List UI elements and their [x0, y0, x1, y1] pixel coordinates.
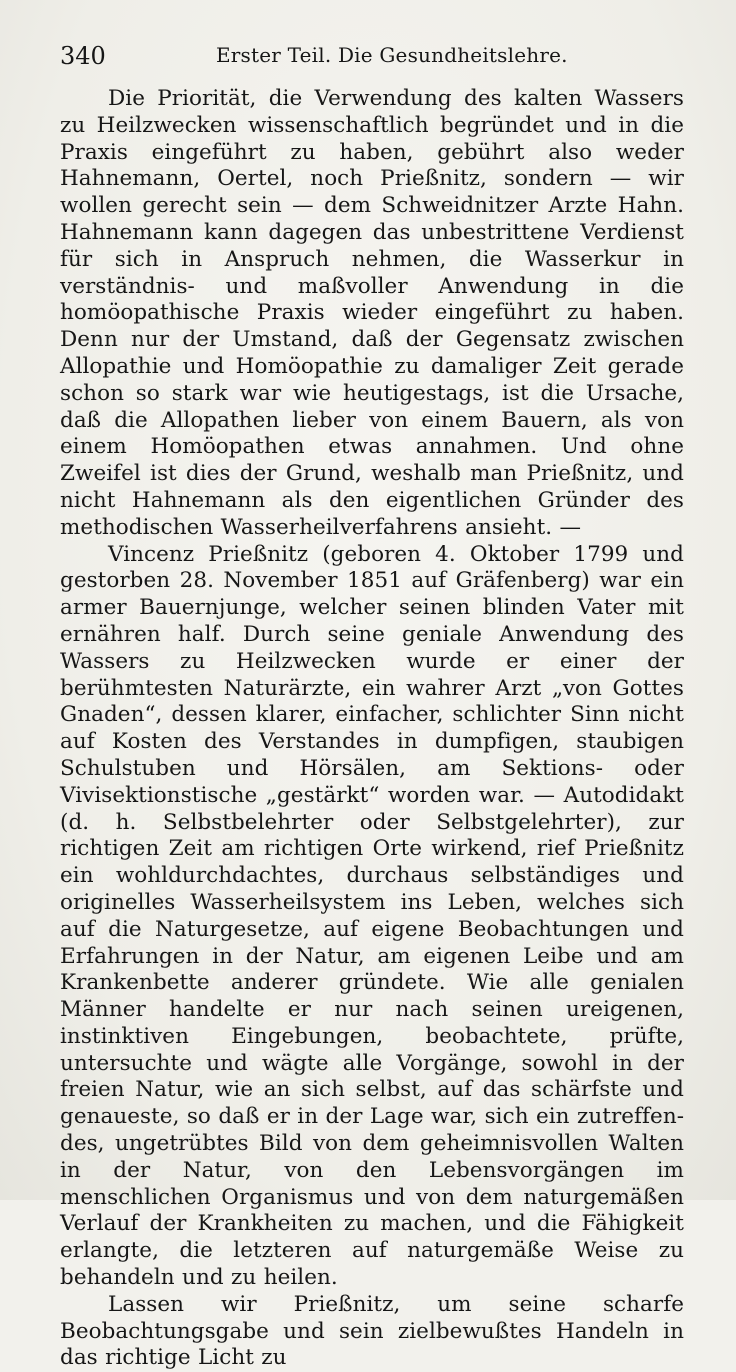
paragraph-priessnitz-biography: Vincenz Prießnitz (geboren 4. Oktober 1799 und gestorben 28. November 1851 auf Gräfenberg) war ein armer Bauernjunge, welcher seinen blinden Vater mit ernähren half. Durch seine geniale Anwendung des Wassers zu Heilzwecken wurde er einer der berühmtesten Naturärzte, ein wahrer Arzt „von Gottes Gnaden“, dessen klarer, einfacher, schlichter Sinn nicht auf Kosten des Verstandes in dumpfigen, staubigen Schulstuben und Hörsälen, am Sektions- oder Vivisektionstische „gestärkt“ worden war. — Autodidakt (d. h. Selbstbelehrter oder Selbstgelehrter), zur richtigen Zeit am richtigen Orte wirkend, rief Prießnitz ein wohldurchdachtes, durchaus selbständiges und originelles Wasserheilsystem ins Leben, welches sich auf die Naturgesetze, auf eigene Beobachtungen und Erfahrungen in der Natur, am eigenen Leibe und am Krankenbette anderer gründete. Wie alle genialen Männer handelte er nur nach seinen ureigenen, instinktiven Eingebungen, beobachtete, prüfte, untersuchte und wägte alle Vorgänge, sowohl in der freien Natur, wie an sich selbst, auf das schärfste und genaueste, so daß er in der Lage war, sich ein zutreffendes, ungetrübtes Bild von dem geheimnisvollen Walten in der Natur, von den Lebensvorgängen im menschlichen Organismus und von dem naturgemäßen Verlauf der Krankheiten zu machen, und die Fähigkeit erlangte, die letzteren auf naturgemäße Weise zu behandeln und zu heilen.	[60, 541, 684, 1291]
page-number: 340	[60, 42, 106, 70]
running-head: Erster Teil. Die Gesundheitslehre.	[216, 43, 568, 67]
page-header	[60, 40, 680, 72]
paragraph-continuation: Lassen wir Prießnitz, um seine scharfe Beobachtungsgabe und sein zielbewußtes Handeln in das richtige Licht zu	[60, 1291, 684, 1371]
body-text	[60, 86, 684, 1372]
paragraph-priority: Die Priorität, die Verwendung des kalten Wassers zu Heilzwecken wissenschaftlich begründet und in die Praxis eingeführt zu haben, gebührt also weder Hahnemann, Oertel, noch Prießnitz, sondern — wir wollen gerecht sein — dem Schweidnitzer Arzte Hahn. Hahnemann kann dagegen das unbestrittene Verdienst für sich in Anspruch nehmen, die Wasserkur in verständnis- und maßvoller Anwendung in die homöopathische Praxis wieder eingeführt zu haben. Denn nur der Umstand, daß der Gegensatz zwischen Allopathie und Homöopathie zu damaliger Zeit gerade schon so stark war wie heutigestags, ist die Ursache, daß die Allopathen lieber von einem Bauern, als von einem Homöopathen etwas annahmen. Und ohne Zweifel ist dies der Grund, weshalb man Prießnitz, und nicht Hahnemann als den eigentlichen Gründer des methodischen Wasserheilverfahrens ansieht. —	[60, 86, 684, 540]
